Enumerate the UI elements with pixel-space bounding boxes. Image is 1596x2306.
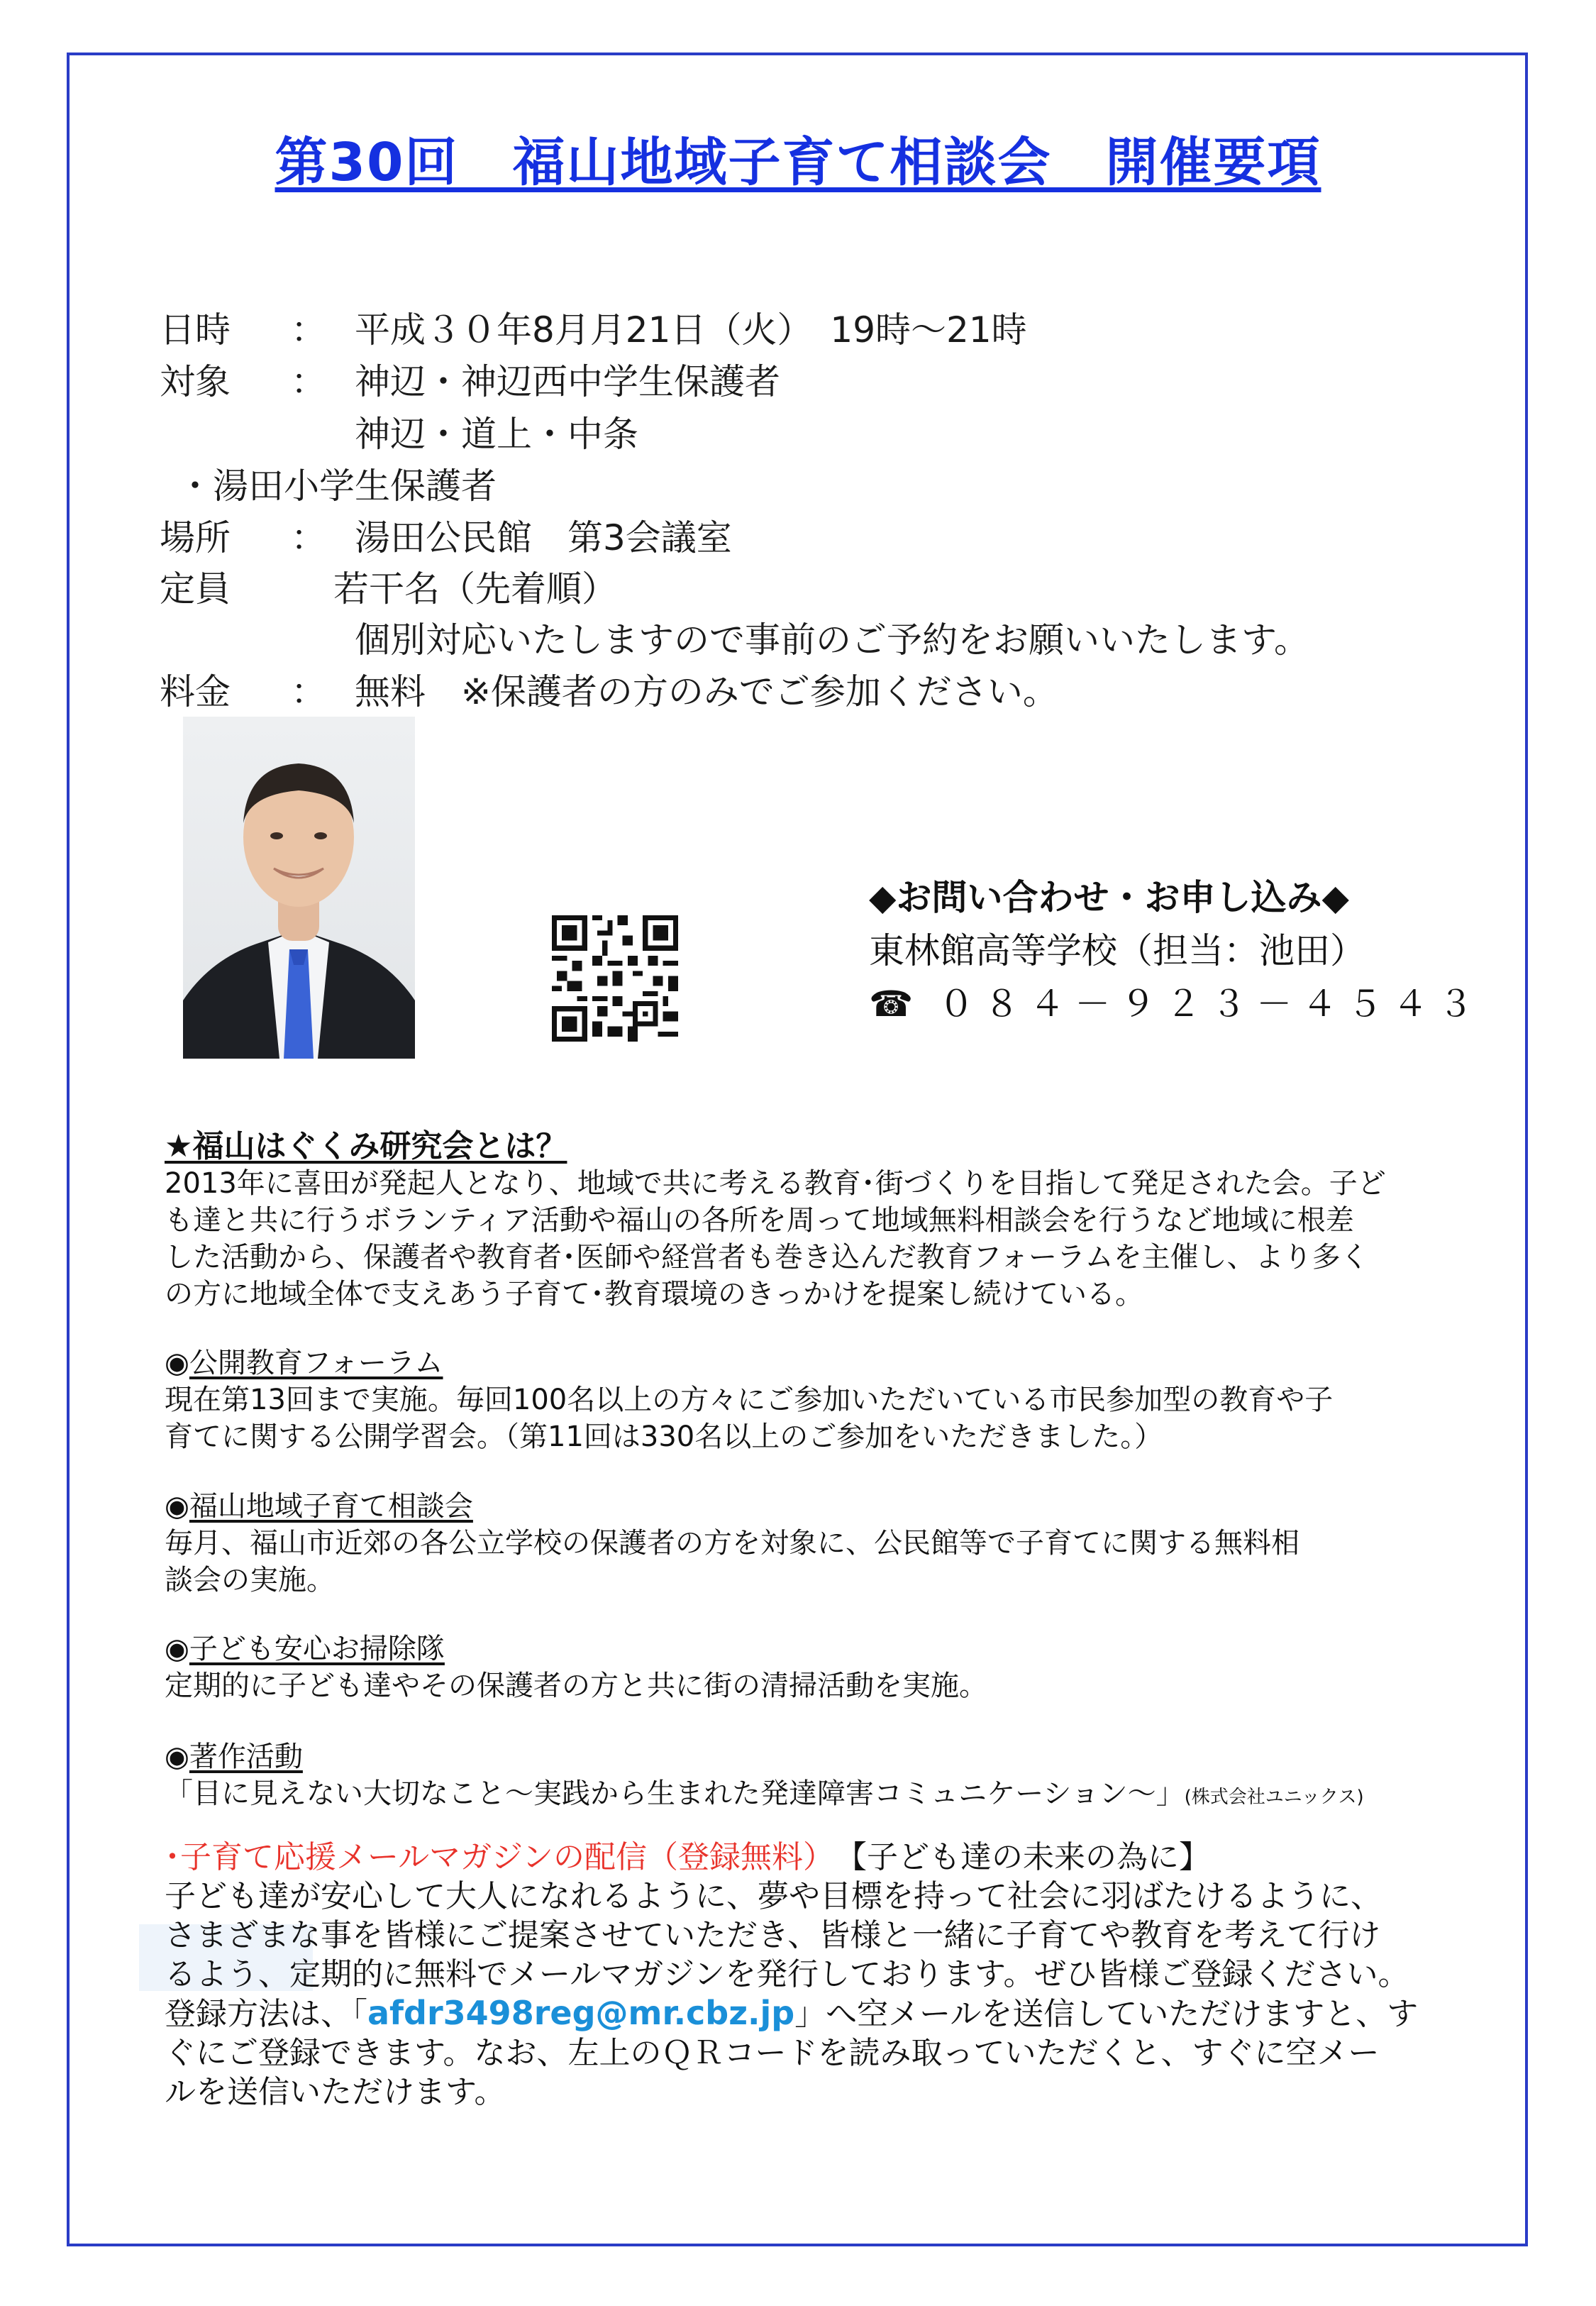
activity-line: 談会の実施。	[165, 1564, 335, 1596]
about-line: も達と共に行うボランティア活動や福山の各所を周って地域無料相談会を行うなど地域に根差	[165, 1204, 1354, 1237]
info-target-line3: ・湯田小学生保護者	[177, 465, 497, 507]
activity-title: 子ども安心お掃除隊	[189, 1633, 445, 1665]
activity-forum	[165, 1345, 1333, 1455]
info-target-line1: 神辺・神辺西中学生保護者	[355, 361, 780, 402]
bullet-icon: ◉	[165, 1490, 189, 1523]
magazine-bullet: ･	[165, 1839, 180, 1875]
activity-title: 著作活動	[189, 1740, 303, 1773]
magazine-line: 子ども達が安心して大人になれるように、夢や目標を持って社会に羽ばたけるように、	[165, 1878, 1382, 1914]
activity-title: 福山地域子育て相談会	[189, 1490, 473, 1523]
activity-line: 毎月、福山市近郊の各公立学校の保護者の方を対象に、公民館等で子育てに関する無料相	[165, 1527, 1299, 1560]
info-capacity-note: 個別対応いたしますので事前のご予約をお願いいたします。	[355, 619, 1309, 661]
magazine-line: ルを送信いただけます。	[165, 2074, 506, 2110]
info-colon: ：	[291, 517, 326, 558]
magazine-line: るよう、定期的に無料でメールマガジンを発行しております。ぜひ皆様ご登録ください。	[165, 1956, 1409, 1992]
info-colon: ：	[291, 671, 326, 712]
activity-line: 育てに関する公開学習会。（第11回は330名以上のご参加をいただきました。）	[165, 1420, 1163, 1453]
info-fee-label: 料金	[160, 671, 231, 712]
contact-phone-row	[869, 976, 1483, 1027]
bullet-icon: ◉	[165, 1633, 189, 1665]
info-target-label: 対象	[160, 361, 231, 402]
info-capacity-value: 若干名（先着順）	[333, 568, 617, 609]
magazine-section	[165, 1838, 1418, 2112]
activity-consultation	[165, 1488, 1299, 1599]
qr-code[interactable]	[552, 915, 678, 1042]
book-publisher: (株式会社ユニックス)	[1184, 1787, 1364, 1808]
phone-icon: ☎	[869, 983, 914, 1025]
book-title: 「目に見えない大切なこと～実践から生まれた発達障害コミュニケーション～」	[165, 1777, 1185, 1810]
page-title: 第30回 福山地域子育て相談会 開催要項	[275, 132, 1321, 193]
bullet-icon: ◉	[165, 1740, 189, 1773]
magazine-line: ぐにご登録できます。なお、左上のＱＲコードを読み取っていただくと、すぐに空メー	[165, 2035, 1380, 2071]
activity-cleanup	[165, 1631, 987, 1704]
activity-title: 公開教育フォーラム	[189, 1347, 443, 1379]
magazine-line: さまざまな事を皆様にご提案させていただき、皆様と一緒に子育てや教育を考えて行け	[165, 1917, 1381, 1953]
info-capacity-label: 定員	[160, 568, 231, 609]
info-colon: ：	[291, 309, 326, 351]
qr-code-icon	[552, 915, 678, 1042]
info-place-label: 場所	[160, 517, 231, 558]
activity-writing	[165, 1738, 1364, 1816]
info-fee-value: 無料 ※保護者の方のみでご参加ください。	[355, 671, 1058, 712]
magazine-title: 子育て応援メールマガジンの配信（登録無料）	[180, 1839, 835, 1875]
magazine-tagline: 【子ども達の未来の為に】	[851, 1839, 1211, 1875]
bullet-icon: ◉	[165, 1347, 189, 1379]
about-line: した活動から、保護者や教育者･医師や経営者も巻き込んだ教育フォーラムを主催し、より多く	[165, 1241, 1369, 1274]
info-place-value: 湯田公民館 第3会議室	[355, 517, 732, 558]
info-fee	[0, 663, 1596, 713]
magazine-line: 登録方法は、「	[165, 1996, 367, 2032]
magazine-line: 」へ空メールを送信していただけますと、す	[794, 1996, 1419, 2032]
activity-line: 定期的に子ども達やその保護者の方と共に街の清掃活動を実施。	[165, 1670, 987, 1702]
about-heading: ★福山はぐくみ研究会とは？	[165, 1128, 567, 1164]
contact-heading: ◆お問い合わせ・お申し込み◆	[869, 877, 1349, 918]
registration-email-link[interactable]: afdr3498reg@mr.cbz.jp	[367, 1994, 795, 2032]
contact-school: 東林館高等学校（担当：池田）	[869, 930, 1365, 971]
about-section	[165, 1128, 1386, 1313]
activity-line: 現在第13回まで実施。毎回100名以上の方々にご参加いただいている市民参加型の教育や子	[165, 1384, 1334, 1416]
info-colon: ：	[291, 361, 326, 402]
info-target	[0, 353, 1596, 403]
info-target-line2: 神辺・道上・中条	[355, 414, 638, 455]
info-datetime-value: 平成３０年8月月21日（火） 19時～21時	[355, 309, 1027, 351]
speaker-photo	[183, 717, 415, 1059]
info-place	[0, 509, 1596, 559]
info-capacity	[0, 561, 1596, 610]
info-datetime-label: 日時	[160, 309, 231, 351]
about-line: の方に地域全体で支えあう子育て･教育環境のきっかけを提案し続けている。	[165, 1278, 1143, 1311]
info-datetime	[0, 302, 1596, 351]
about-line: 2013年に喜田が発起人となり、地域で共に考える教育･街づくりを目指して発足された会。子ど	[165, 1167, 1386, 1200]
speaker-portrait-image	[183, 717, 415, 1059]
contact-phone-number[interactable]: ０８４－９２３－４５４３	[938, 983, 1484, 1025]
